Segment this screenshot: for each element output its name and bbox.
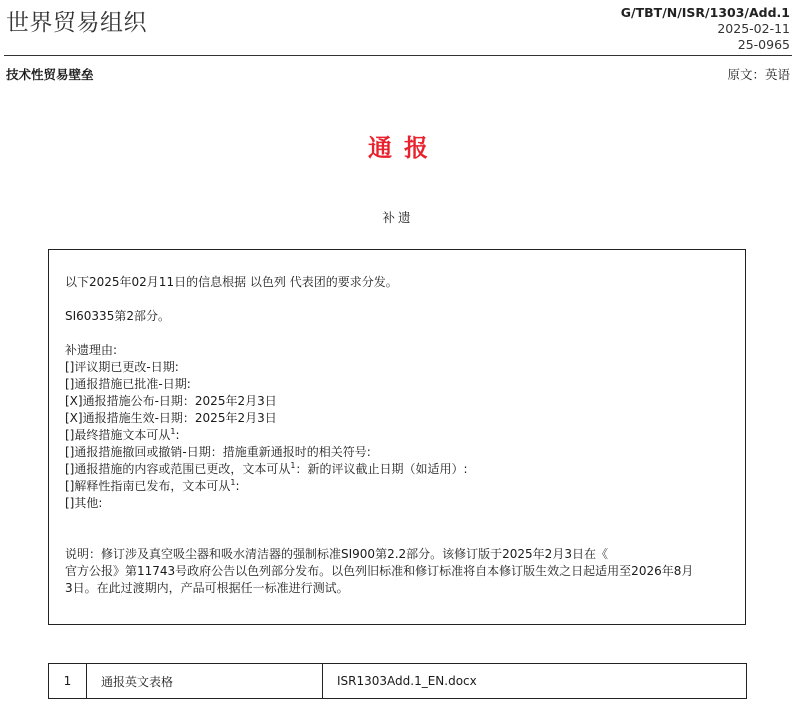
attachment-filename-link[interactable]: ISR1303Add.1_EN.docx: [323, 664, 747, 699]
document-symbol: G/TBT/N/ISR/1303/Add.1: [620, 5, 790, 20]
reason-list: [65, 359, 729, 512]
reason-item: []解释性指南已发布，文本可从$^1$:: [65, 478, 240, 493]
committee-name: 技术性贸易壁垒: [6, 67, 94, 82]
notice-subtitle: 补遗: [382, 210, 414, 225]
attachment-description: 通报英文表格: [87, 664, 323, 699]
addendum-content-box: [48, 249, 746, 625]
organization-name: 世界贸易组织: [6, 10, 147, 36]
attachments-table: [48, 663, 747, 699]
header-divider: [4, 55, 792, 56]
notice-title: 通报: [368, 134, 440, 162]
reason-item: []通报措施已批准-日期:: [65, 377, 191, 391]
footnote-marker: 1: [230, 478, 236, 487]
original-language: 原文：英语: [727, 67, 790, 82]
reason-item: []最终措施文本可从$^1$:: [65, 427, 180, 442]
reason-item: []其他:: [65, 496, 103, 510]
document-number: 25-0965: [737, 37, 790, 52]
table-row: [49, 664, 747, 699]
reason-item: []通报措施的内容或范围已更改，文本可从$^1$：新的评议截止日期（如适用）:: [65, 461, 468, 476]
footnote-marker: 1: [170, 427, 176, 436]
explanation-text: 说明：修订涉及真空吸尘器和吸水清洁器的强制标准SI900第2.2部分。该修订版于2025年2月3日在《 官方公报》第11743号政府公告以色列部分发布。以色列旧标准和修订标准将自本修订版生效之日起适用至2026年8月 3日。在此过渡期内，产品可根据任一标准进行测试。: [65, 547, 694, 595]
attachment-number: 1: [49, 664, 87, 699]
reason-heading: 补遗理由:: [65, 343, 118, 357]
standard-reference: SI60335第2部分。: [65, 309, 170, 323]
document-date: 2025-02-11: [717, 21, 790, 36]
intro-text: 以下2025年02月11日的信息根据 以色列 代表团的要求分发。: [65, 275, 398, 289]
reason-item: [X]通报措施公布-日期：2025年2月3日: [65, 394, 277, 408]
footnote-marker: 1: [290, 461, 296, 470]
reason-item: [X]通报措施生效-日期：2025年2月3日: [65, 411, 277, 425]
reason-item: []通报措施撤回或撤销-日期：措施重新通报时的相关符号:: [65, 445, 371, 459]
reason-item: []评议期已更改-日期:: [65, 360, 179, 374]
document-meta: [621, 5, 790, 53]
